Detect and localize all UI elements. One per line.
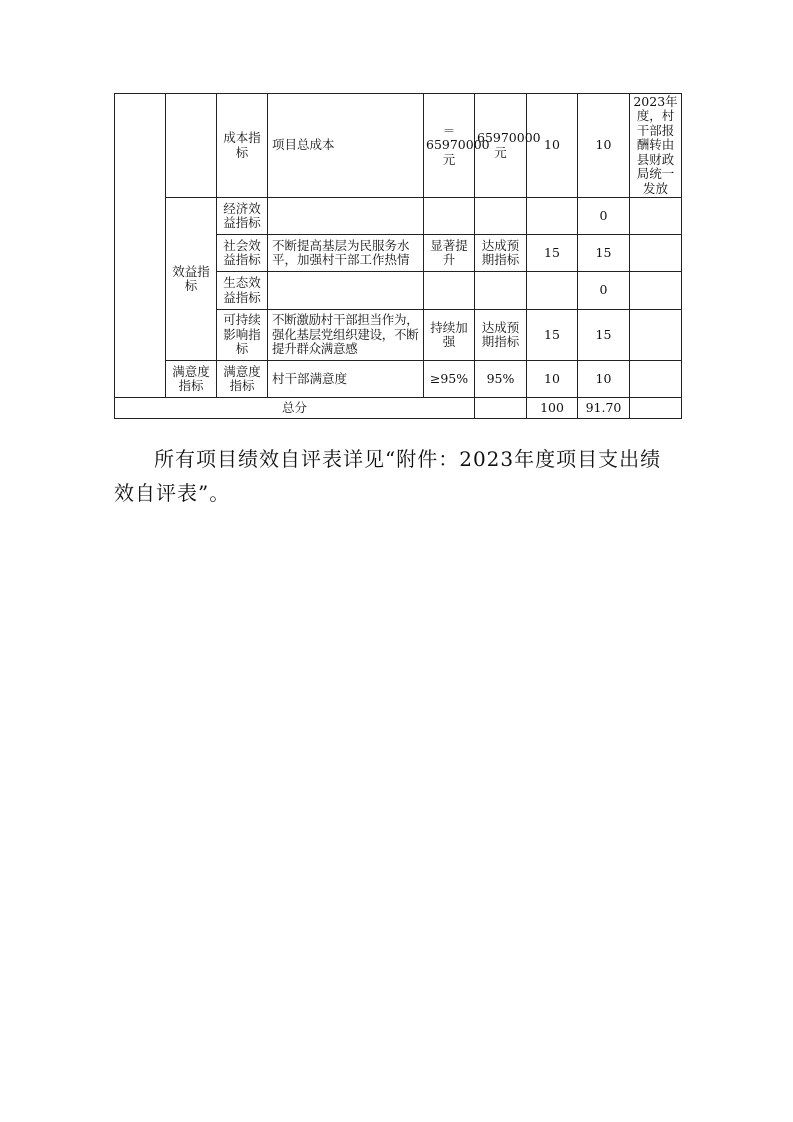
sustainable-weight: 15: [527, 310, 578, 361]
ecological-indicator-label: 生态效益指标: [217, 272, 268, 310]
cost-row: [115, 94, 682, 198]
satisfaction-indicator-label: 满意度指标: [217, 361, 268, 398]
satisfaction-actual: 95%: [475, 361, 527, 398]
social-content: 不断提高基层为民服务水平，加强村干部工作热情: [268, 235, 424, 272]
sustainable-indicator-label: 可持续影响指标: [217, 310, 268, 361]
social-target: 显著提升: [424, 235, 475, 272]
total-note: [630, 398, 682, 419]
economic-actual: [475, 198, 527, 235]
cost-note: 2023年度，村干部报酬转由县财政局统一发放: [630, 94, 682, 198]
cost-actual: 65970000元: [475, 94, 527, 198]
ecological-note: [630, 272, 682, 310]
economic-note: [630, 198, 682, 235]
cost-target: ＝65970000元: [424, 94, 475, 198]
economic-indicator-label: 经济效益指标: [217, 198, 268, 235]
economic-weight: [527, 198, 578, 235]
ecological-score: 0: [578, 272, 630, 310]
ecological-weight: [527, 272, 578, 310]
ecological-actual: [475, 272, 527, 310]
total-score: 91.70: [578, 398, 630, 419]
social-note: [630, 235, 682, 272]
cost-score: 10: [578, 94, 630, 198]
satisfaction-row: [115, 361, 682, 398]
ecological-content: [268, 272, 424, 310]
satisfaction-content: 村干部满意度: [268, 361, 424, 398]
total-weight: 100: [527, 398, 578, 419]
economic-content: [268, 198, 424, 235]
economic-score: 0: [578, 198, 630, 235]
sustainable-target: 持续加强: [424, 310, 475, 361]
performance-table: [114, 93, 682, 419]
total-row: [115, 398, 682, 419]
total-label: 总分: [115, 398, 475, 419]
satisfaction-weight: 10: [527, 361, 578, 398]
sustainable-content: 不断激励村干部担当作为，强化基层党组织建设，不断提升群众满意感: [268, 310, 424, 361]
social-score: 15: [578, 235, 630, 272]
benefit-group-label: 效益指标: [166, 198, 217, 361]
cost-content: 项目总成本: [268, 94, 424, 198]
sustainable-note: [630, 310, 682, 361]
sustainable-score: 15: [578, 310, 630, 361]
satisfaction-group-label: 满意度指标: [166, 361, 217, 398]
social-actual: 达成预期指标: [475, 235, 527, 272]
ecological-target: [424, 272, 475, 310]
first-level-cell: [115, 94, 166, 398]
social-weight: 15: [527, 235, 578, 272]
output-group-cell: [166, 94, 217, 198]
satisfaction-note: [630, 361, 682, 398]
sustainable-actual: 达成预期指标: [475, 310, 527, 361]
cost-weight: 10: [527, 94, 578, 198]
social-indicator-label: 社会效益指标: [217, 235, 268, 272]
economic-target: [424, 198, 475, 235]
satisfaction-target: ≥95%: [424, 361, 475, 398]
satisfaction-score: 10: [578, 361, 630, 398]
body-paragraph: 所有项目绩效自评表详见“附件：2023年度项目支出绩效自评表”。: [114, 447, 662, 505]
total-actual: [475, 398, 527, 419]
cost-indicator-label: 成本指标: [217, 94, 268, 198]
economic-benefit-row: [115, 198, 682, 235]
